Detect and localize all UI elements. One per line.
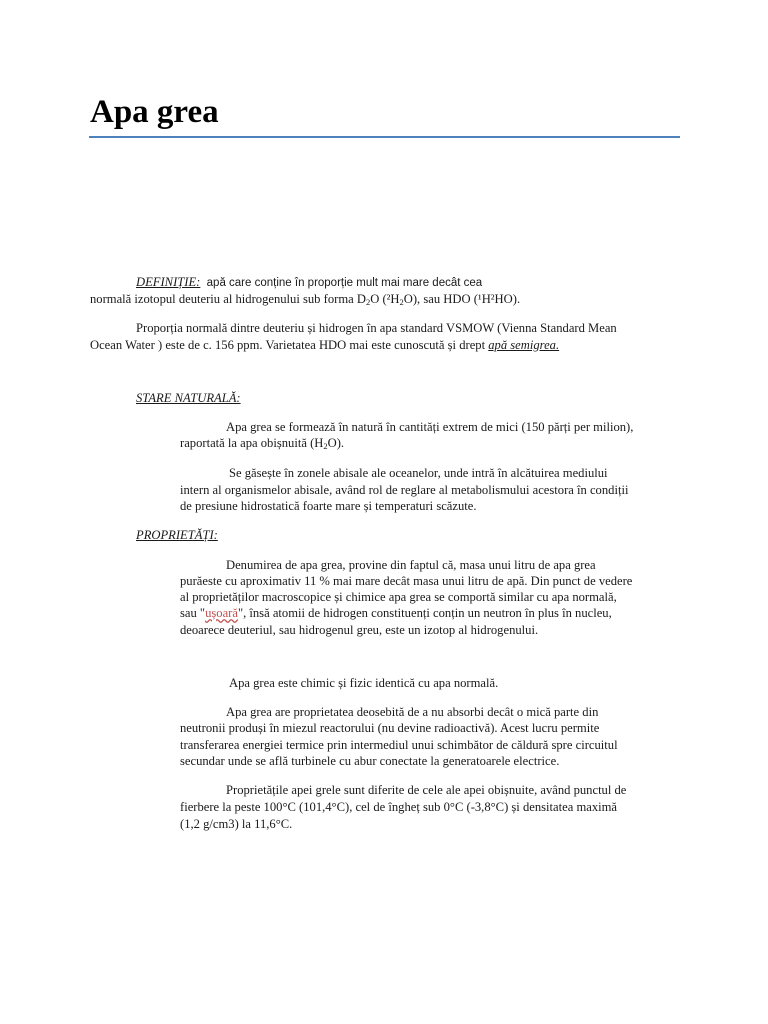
properties-p1-line-3: al proprietăților macroscopice și chimice apa grea se comportă similar cu apa normală, <box>180 590 617 604</box>
definition-text-1: apă care conține în proporție mult mai mare decât cea <box>206 277 483 289</box>
definition-text-2c: O), sau HDO (¹H²HO). <box>403 292 521 306</box>
properties-heading: PROPRIETĂȚI: <box>136 528 218 542</box>
spellcheck-word: ușoară <box>205 606 238 620</box>
properties-p1-line-5: deoarece deuteriul, sau hidrogenul greu, este un izotop al hidrogenului. <box>180 623 539 637</box>
natural-state-p2-line-1: Se găsește în zonele abisale ale oceanelor, unde intră în alcătuirea mediului <box>229 466 608 480</box>
natural-state-p1-text-2a: raportată la apa obișnuită (H <box>180 436 324 450</box>
proportion-line-1: Proporția normală dintre deuteriu și hidrogen în apa standard VSMOW (Vienna Standard Mean <box>136 321 617 335</box>
properties-p1-line-4 <box>180 606 612 621</box>
subscript-2b: 2 <box>399 297 404 307</box>
properties-p4-line-1: Proprietățile apei grele sunt diferite de cele ale apei obișnuite, având punctul de <box>226 783 627 797</box>
definition-line-2 <box>90 292 520 307</box>
definition-text-2b: O (²H <box>370 292 400 306</box>
properties-p4-line-2: fierbere la peste 100°C (101,4°C), cel de îngheț sub 0°C (-3,8°C) și densitatea maximă <box>180 800 618 814</box>
natural-state-heading: STARE NATURALĂ: <box>136 391 241 405</box>
properties-p3-line-2: neutronii produși în miezul reactorului (nu devine radioactivă). Acest lucru permite <box>180 721 600 735</box>
definition-text-2a: normală izotopul deuteriu al hidrogenului sub forma D <box>90 292 366 306</box>
properties-p2: Apa grea este chimic și fizic identică cu apa normală. <box>229 676 499 690</box>
natural-state-p1-line-2 <box>180 436 344 451</box>
title-underline <box>89 136 680 138</box>
proportion-line-2 <box>90 338 559 353</box>
page-title: Apa grea <box>90 94 219 130</box>
semiheavy-water-link[interactable]: apă semigrea. <box>488 338 560 352</box>
proportion-text-2: Ocean Water ) este de c. 156 ppm. Varietatea HDO mai este cunoscută și drept <box>90 338 489 352</box>
subscript-h2o: 2 <box>323 441 328 451</box>
natural-state-p1-text-2b: O). <box>327 436 345 450</box>
properties-p3-line-4: secundar unde se află turbinele cu abur conectate la generatoarele electrice. <box>180 754 560 768</box>
natural-state-p2-line-2: intern al organismelor abisale, având rol de reglare al metabolismului acestora în condiții <box>180 483 629 497</box>
properties-p1-line-1: Denumirea de apa grea, provine din faptul că, masa unui litru de apa grea <box>226 558 596 572</box>
natural-state-p1-line-1: Apa grea se formează în natură în cantități extrem de mici (150 părți per milion), <box>226 420 634 434</box>
definition-label: DEFINIȚIE: <box>136 275 201 289</box>
subscript-2: 2 <box>365 297 371 307</box>
properties-p4-line-3: (1,2 g/cm3) la 11,6°C. <box>180 817 293 831</box>
properties-p3-line-1: Apa grea are proprietatea deosebită de a nu absorbi decât o mică parte din <box>226 705 599 719</box>
properties-p1-line-2: purăeste cu aproximativ 11 % mai mare decât masa unui litru de apă. Din punct de vedere <box>180 574 633 588</box>
properties-p1-text-4a: sau " <box>180 606 206 620</box>
definition-line-1 <box>136 275 482 291</box>
natural-state-p2-line-3: de presiune hidrostatică foarte mare și temperaturi scăzute. <box>180 499 477 513</box>
properties-p1-text-4b: ", însă atomii de hidrogen constituenți conțin un neutron în plus în nucleu, <box>237 606 612 620</box>
properties-p3-line-3: transferarea energiei termice prin intermediul unui schimbător de căldură spre circuitul <box>180 738 618 752</box>
